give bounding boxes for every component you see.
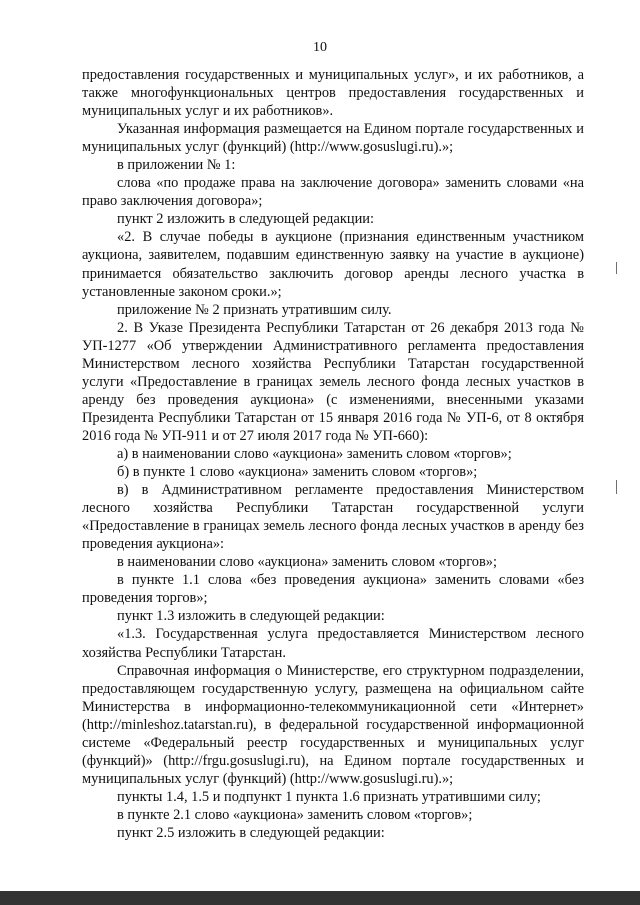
paragraph: б) в пункте 1 слово «аукциона» заменить словом «торгов»; [117, 464, 478, 481]
paragraph: Указанная информация размещается на Едином портале государственных и муниципальных услуг (функций) (http://www.gosuslugi.ru).»; [82, 121, 584, 156]
paragraph: в пункте 2.1 слово «аукциона» заменить словом «торгов»; [117, 806, 473, 823]
paragraph: пункт 2 изложить в следующей редакции: [117, 211, 374, 228]
paragraph: а) в наименовании слово «аукциона» заменить словом «торгов»; [117, 445, 512, 462]
paragraph: Справочная информация о Министерстве, его структурном подразделении, предоставляющем государственную услугу, размещена на официальном сайте Министерства в информационно-телекоммуникационной сети «Интернет» (http://minleshoz.tatarstan.ru), в федеральной государственной информационной системе «Федеральный реестр государственных и муниципальных услуг (функций)» (http://frgu.gosuslugi.ru), на Едином портале государственных и муниципальных услуг (функций) (http://www.gosuslugi.ru).»; [82, 662, 584, 787]
paragraph: в наименовании слово «аукциона» заменить словом «торгов»; [117, 554, 497, 571]
paragraph: приложение № 2 признать утратившим силу. [117, 301, 392, 318]
page-number: 10 [313, 40, 327, 55]
document-body [82, 66, 584, 842]
scan-artifact-mark [616, 480, 617, 494]
paragraph: пункт 1.3 изложить в следующей редакции: [117, 608, 385, 625]
paragraph: в приложении № 1: [117, 157, 236, 174]
paragraph: в) в Административном регламенте предоставления Министерством лесного хозяйства Республики Татарстан государственной услуги «Предоставление в границах земель лесного фонда лесных участков в аренду без проведения аукциона»: [82, 482, 584, 553]
scan-artifact-mark [616, 262, 617, 274]
paragraph: пункт 2.5 изложить в следующей редакции: [117, 824, 385, 841]
paragraph: «1.3. Государственная услуга предоставляется Министерством лесного хозяйства Республики Татарстан. [82, 626, 584, 661]
paragraph: слова «по продаже права на заключение договора» заменить словами «на право заключения договора»; [82, 175, 584, 210]
paragraph: 2. В Указе Президента Республики Татарстан от 26 декабря 2013 года № УП-1277 «Об утверждении Административного регламента предоставления Министерством лесного хозяйства Республики Татарстан государственной услуги «Предоставление в границах земель лесного фонда лесных участков в аренду без проведения аукциона» (с изменениями, внесенными указами Президента Республики Татарстан от 15 января 2016 года № УП-6, от 8 октября 2016 года № УП-911 и от 27 июля 2017 года № УП-660): [82, 319, 584, 444]
scan-edge-band [0, 891, 640, 905]
paragraph: «2. В случае победы в аукционе (признания единственным участником аукциона, заявителем, подавшим единственную заявку на участие в аукционе) принимается обязательство заключить договор аренды лесного участка в установленные законом сроки.»; [82, 229, 584, 300]
paragraph: предоставления государственных и муниципальных услуг», и их работников, а также многофункциональных центров предоставления государственных и муниципальных услуг и их работников». [82, 67, 584, 120]
paragraph: пункты 1.4, 1.5 и подпункт 1 пункта 1.6 признать утратившими силу; [117, 788, 541, 805]
paragraph: в пункте 1.1 слова «без проведения аукциона» заменить словами «без проведения торгов»; [82, 572, 584, 607]
